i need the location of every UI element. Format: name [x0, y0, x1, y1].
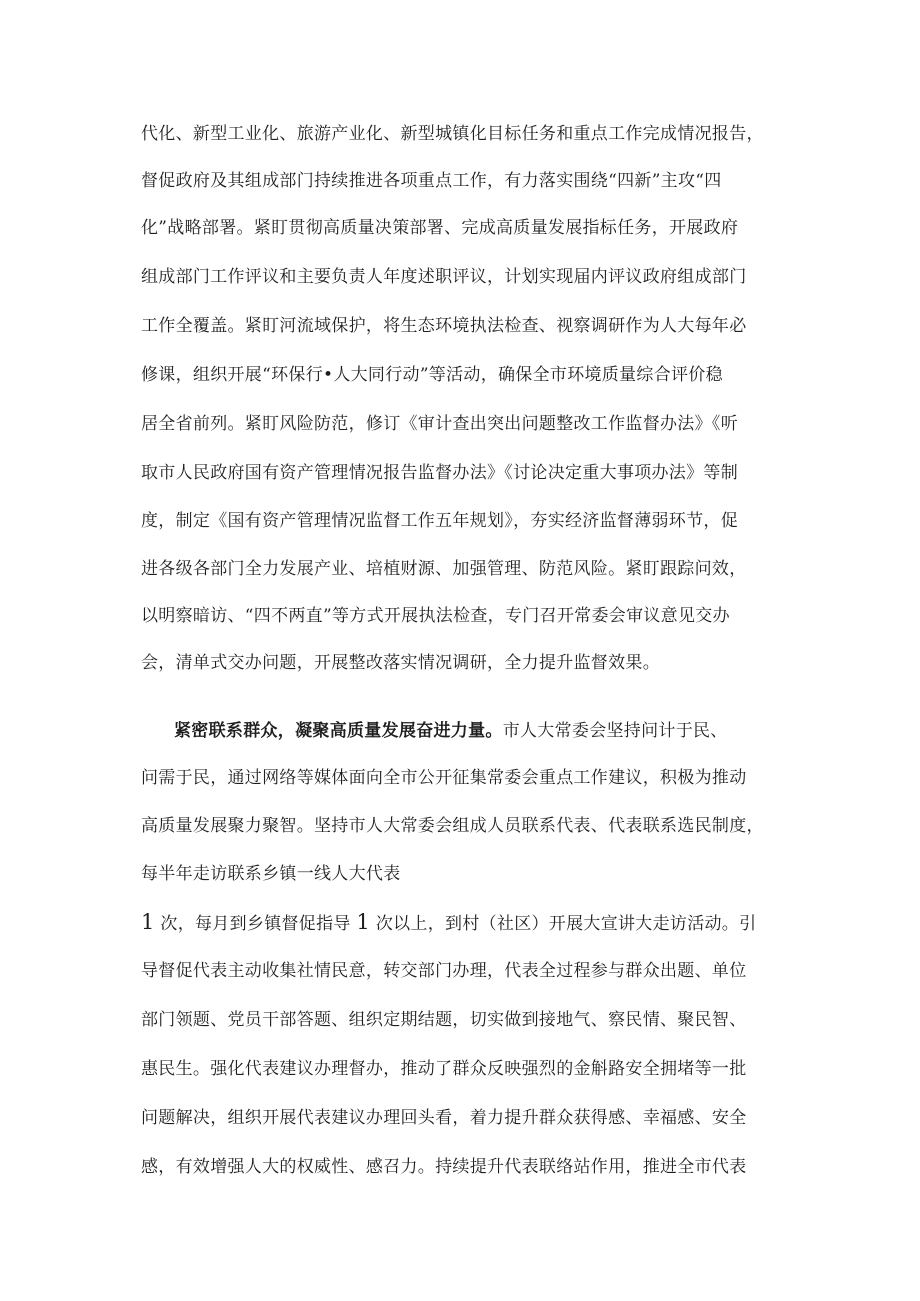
paragraph-3-line-6: 感，有效增强人大的权威性、感召力。持续提升代表联络站作用，推进全市代表 — [141, 1157, 747, 1177]
paragraph-1-line-12: 会，清单式交办问题，开展整改落实情况调研，全力提升监督效果。 — [141, 653, 660, 673]
paragraph-2-first-line-rest: 市人大常委会坚持问计于民、 — [502, 721, 728, 741]
paragraph-3-lead-number: 1 — [141, 910, 155, 934]
paragraph-3-line-1 — [141, 907, 756, 937]
paragraph-3-first-line-rest: 次，每月到乡镇督促指导 — [160, 914, 351, 934]
paragraph-2-line-2: 问需于民，通过网络等媒体面向全市公开征集常委会重点工作建议，积极为推动 — [141, 768, 747, 788]
paragraph-3-line-2: 导督促代表主动收集社情民意，转交部门办理，代表全过程参与群众出题、单位 — [141, 961, 747, 981]
paragraph-2-heading: 紧密联系群众，凝聚高质量发展奋进力量。 — [174, 721, 503, 741]
paragraph-3-line-5: 问题解决，组织开展代表建议办理回头看，着力提升群众获得感、幸福感、安全 — [141, 1108, 747, 1128]
paragraph-1-line-10: 进各级各部门全力发展产业、培植财源、加强管理、防范风险。紧盯跟踪问效， — [141, 559, 747, 579]
paragraph-1-line-1: 代化、新型工业化、旅游产业化、新型城镇化目标任务和重点工作完成情况报告， — [141, 124, 764, 144]
paragraph-1-line-6: 修课，组织开展“环保行•人大同行动”等活动，确保全市环境质量综合评价稳 — [141, 365, 723, 385]
paragraph-3-mid-number: 1 — [356, 910, 371, 934]
paragraph-3-line-4: 惠民生。强化代表建议办理督办，推动了群众反映强烈的金斛路安全拥堵等一批 — [141, 1059, 747, 1079]
paragraph-1-line-5: 工作全覆盖。紧盯河流域保护，将生态环境执法检查、视察调研作为人大每年必 — [141, 316, 747, 336]
paragraph-1-line-2: 督促政府及其组成部门持续推进各项重点工作，有力落实围绕“四新”主攻“四 — [141, 171, 722, 191]
paragraph-1-line-7: 居全省前列。紧盯风险防范，修订《审计查出突出问题整改工作监督办法》《听 — [141, 414, 738, 434]
paragraph-1-line-8: 取市人民政府国有资产管理情况报告监督办法》《讨论决定重大事项办法》等制 — [141, 463, 738, 483]
paragraph-2-line-1 — [174, 716, 728, 746]
paragraph-2-line-4: 每半年走访联系乡镇一线人大代表 — [141, 864, 401, 884]
paragraph-1-line-9: 度，制定《国有资产管理情况监督工作五年规划》，夯实经济监督薄弱环节，促 — [141, 511, 738, 531]
paragraph-3-line-3: 部门领题、党员干部答题、组织定期结题，切实做到接地气、察民情、聚民智、 — [141, 1010, 747, 1030]
paragraph-1-line-4: 组成部门工作评议和主要负责人年度述职评议，计划实现届内评议政府组成部门 — [141, 267, 747, 287]
paragraph-2-line-3: 高质量发展聚力聚智。坚持市人大常委会组成人员联系代表、代表联系选民制度， — [141, 816, 764, 836]
paragraph-1-line-3: 化”战略部署。紧盯贯彻高质量决策部署、完成高质量发展指标任务，开展政府 — [141, 218, 739, 238]
paragraph-1-line-11: 以明察暗访、“四不两直”等方式开展执法检查，专门召开常委会审议意见交办 — [141, 606, 730, 626]
paragraph-3-first-line-tail: 次以上，到村（社区）开展大宣讲大走访活动。引 — [375, 914, 757, 934]
